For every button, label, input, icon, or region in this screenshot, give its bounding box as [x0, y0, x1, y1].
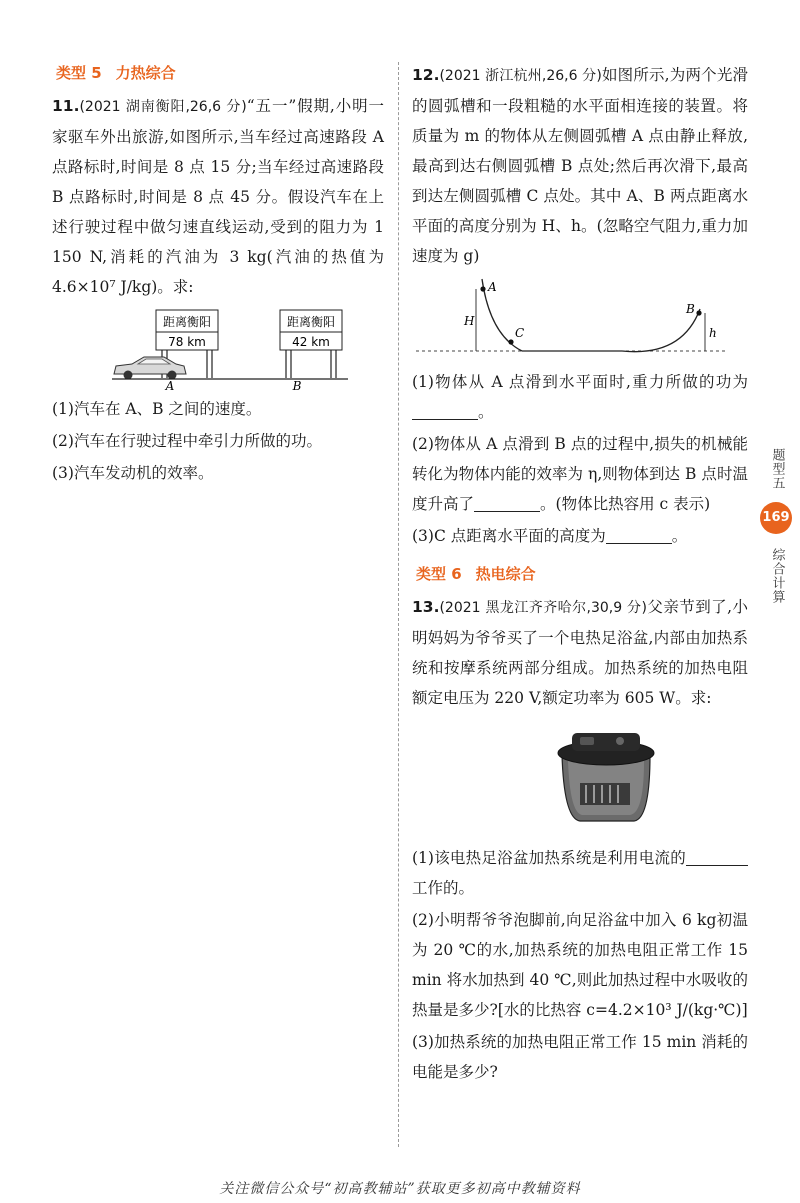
section-5-title: 力热综合: [115, 64, 176, 82]
question-11-sub-3: (3)汽车发动机的效率。: [52, 464, 214, 482]
sign-b-distance: 42 km: [292, 335, 330, 349]
question-13-sub-1: [412, 843, 748, 903]
point-a-label: A: [165, 379, 175, 390]
question-12-sub-2-end: 。(物体比热容用 c 表示): [540, 495, 711, 513]
question-12: [412, 60, 748, 271]
track-label-big-h: H: [464, 314, 475, 328]
footer-note: 关注微信公众号“初高教辅站”获取更多初高中教辅资料: [219, 1181, 581, 1197]
question-12-sub-3: [412, 521, 748, 551]
track-label-a: A: [488, 280, 497, 294]
track-label-b: B: [686, 302, 695, 316]
question-11-text: “五一”假期,小明一家驱车外出旅游,如图所示,当车经过高速路段 A 点路标时,时间是 8 点 15 分;当车经过高速路段 B 点路标时,时间是 8 点 45 分。假设汽车在上述行驶过程中做匀速直线运动,受到的阻力为 1 150 N,消耗的汽油为 3 kg(汽油的热值为 4.6×10⁷ J/kg)。求:: [52, 97, 384, 296]
section-6-label: 类型 6: [416, 565, 462, 583]
question-13: [412, 592, 748, 713]
sign-b-title: 距离衡阳: [286, 315, 336, 329]
track-label-small-h: h: [709, 326, 717, 340]
question-11-sub-2: (2)汽车在行驶过程中牵引力所做的功。: [52, 432, 322, 450]
question-12-source: (2021 浙江杭州,26,6 分): [439, 68, 602, 84]
left-column: [52, 60, 384, 488]
point-b-label: B: [292, 379, 302, 390]
question-13-number: 13.: [412, 598, 440, 616]
question-13-text: 父亲节到了,小明妈妈为爷爷买了一个电热足浴盆,内部由加热系统和按摩系统两部分组成。加热系统的加热电阻额定电压为 220 V,额定功率为 605 W。求:: [412, 598, 748, 707]
sign-a-distance: 78 km: [168, 335, 206, 349]
question-12-sub-1-text: (1)物体从 A 点滑到水平面时,重力所做的功为: [412, 373, 748, 391]
question-12-sub-3-end: 。: [671, 527, 688, 545]
question-11-source: (2021 湖南衡阳,26,6 分): [79, 99, 247, 115]
sign-a-title: 距离衡阳: [162, 315, 212, 329]
foot-bath-image: [550, 725, 660, 825]
question-13-sub-1-end: 工作的。: [412, 879, 475, 897]
question-13-sub-2: (2)小明帮爷爷泡脚前,向足浴盆中加入 6 kg初温为 20 ℃的水,加热系统的加热电阻正常工作 15 min 将水加热到 40 ℃,则此加热过程中水吸收的热量是多少?[水的比热容 c=4.2×10³ J/(kg·℃)]: [412, 911, 748, 1019]
question-12-sub-1-end: 。: [478, 403, 494, 421]
question-11-number: 11.: [52, 97, 80, 115]
question-13-sub-3: (3)加热系统的加热电阻正常工作 15 min 消耗的电能是多少?: [412, 1033, 748, 1081]
arc-track-figure: [412, 275, 732, 361]
question-11-sub-1: (1)汽车在 A、B 之间的速度。: [52, 400, 262, 418]
question-12-sub-2-text: (2)物体从 A 点滑到 B 点的过程中,损失的机械能转化为物体内能的效率为 η,则物体到达 B 点时温度升高了: [412, 435, 748, 513]
column-divider: [398, 62, 399, 1147]
side-tab-category: 题型五: [769, 448, 785, 490]
page-number: 169: [760, 502, 792, 534]
question-12-sub-3-text: (3)C 点距离水平面的高度为: [412, 527, 606, 545]
question-11: [52, 91, 384, 302]
side-tab-topic: 综合计算: [769, 548, 785, 604]
highway-signs-figure: [52, 308, 352, 390]
section-6-title: 热电综合: [475, 565, 536, 583]
section-5-heading: [56, 62, 384, 83]
answer-blank-12-1[interactable]: [412, 401, 478, 420]
question-13-sub-1-text: (1)该电热足浴盆加热系统是利用电流的: [412, 849, 686, 867]
section-5-label: 类型 5: [56, 64, 102, 82]
question-12-number: 12.: [412, 66, 440, 84]
question-13-source: (2021 黑龙江齐齐哈尔,30,9 分): [439, 600, 647, 616]
right-column: [412, 60, 748, 1087]
car-icon: [114, 357, 186, 380]
scan-smudge: [344, 515, 366, 555]
answer-blank-12-3[interactable]: [606, 525, 672, 544]
side-tab: [760, 448, 794, 604]
answer-blank-12-2[interactable]: [474, 493, 540, 512]
question-12-sub-2: [412, 429, 748, 519]
answer-blank-13-1[interactable]: [686, 847, 748, 866]
track-label-c: C: [515, 326, 525, 340]
question-12-text: 如图所示,为两个光滑的圆弧槽和一段粗糙的水平面相连接的装置。将质量为 m 的物体从左侧圆弧槽 A 点由静止释放,最高到达右侧圆弧槽 B 点处;然后再次滑下,最高到达左侧圆弧槽 C 点处。其中 A、B 两点距离水平面的高度分别为 H、h。(忽略空气阻力,重力加速度为 g): [412, 66, 748, 265]
section-6-heading: [416, 563, 748, 584]
question-12-sub-1: [412, 367, 748, 427]
